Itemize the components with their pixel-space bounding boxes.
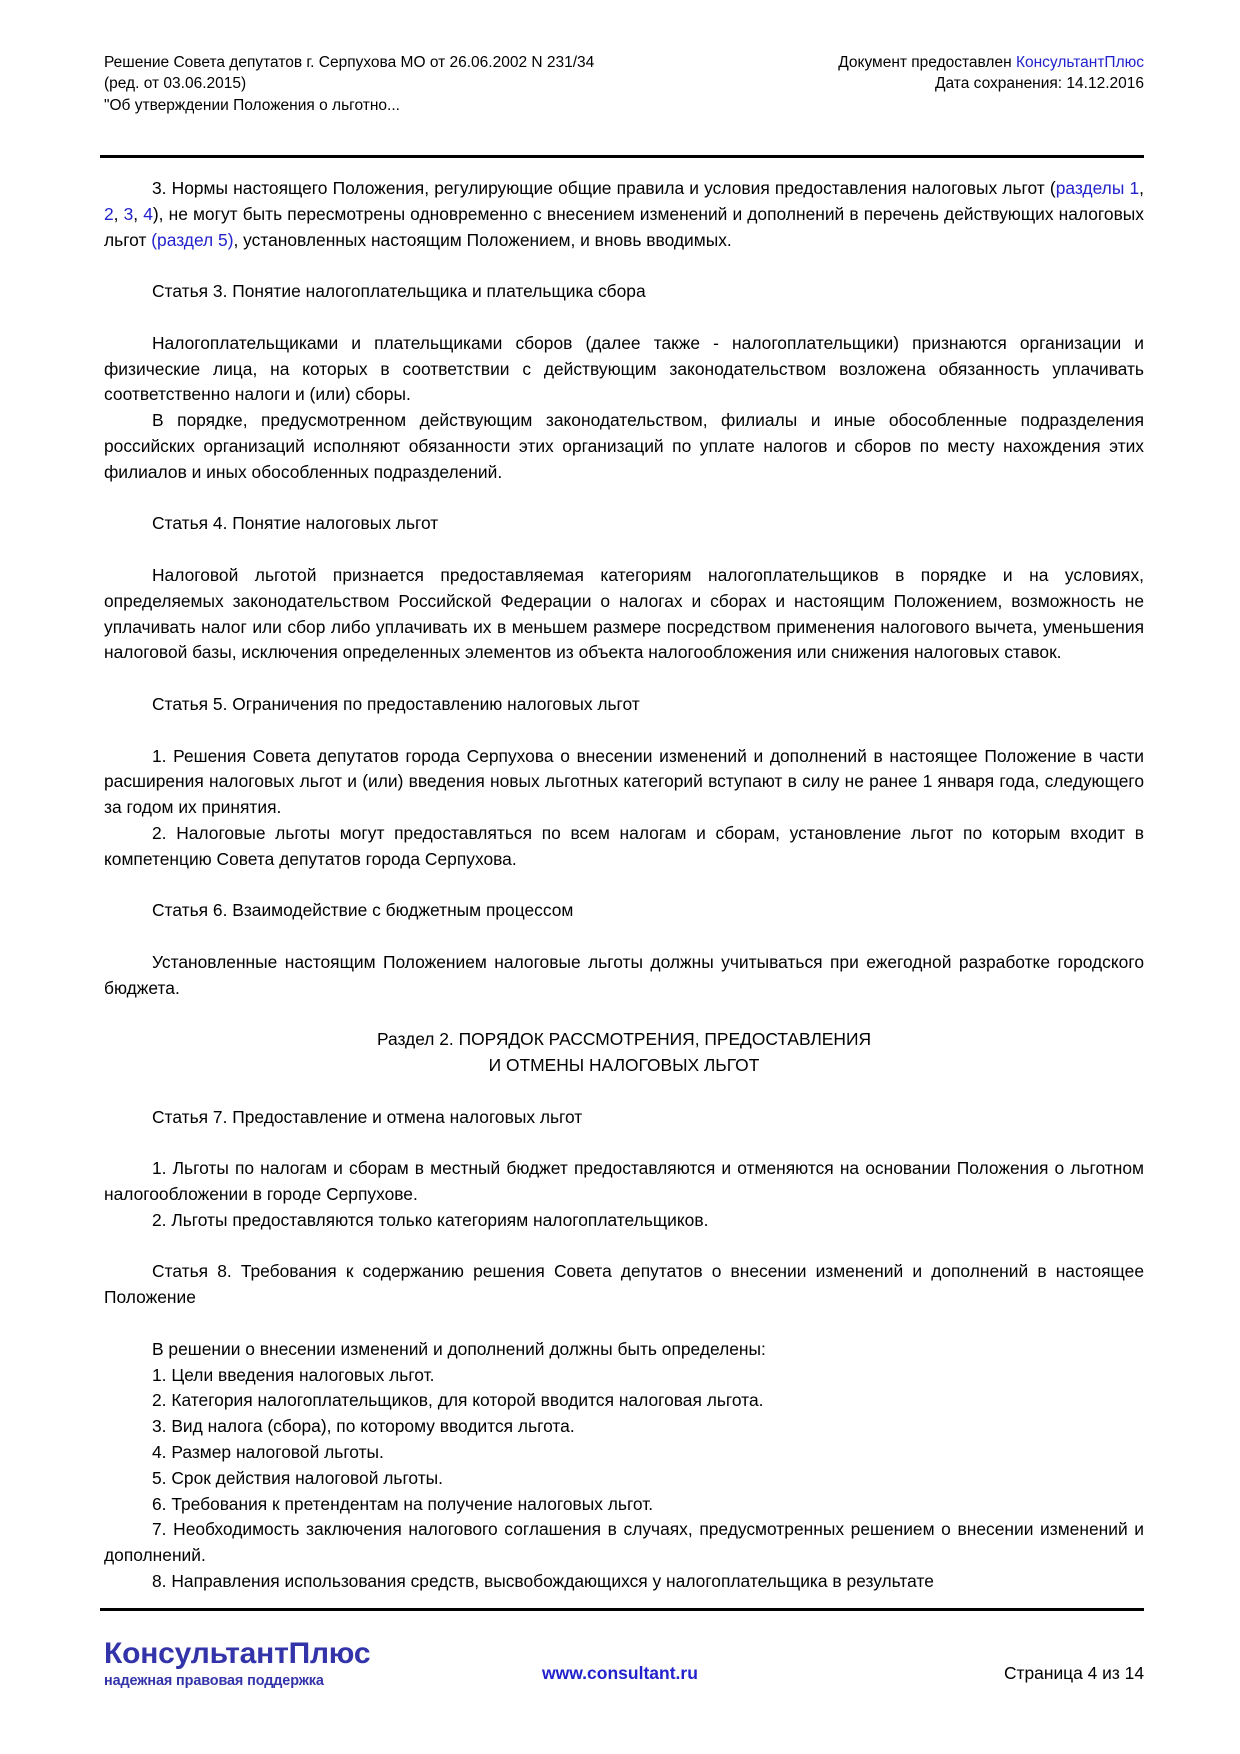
link-razdel-3[interactable]: 3 [123,203,134,224]
spacer [104,666,1144,692]
spacer [104,718,1144,744]
header-title-line-1: Решение Совета депутатов г. Серпухова МО от 26.06.2002 N 231/34 [104,54,595,71]
article-6-paragraph-1: Установленные настоящим Положением налоговые льготы должны учитываться при ежегодной разработке городского бюджета. [104,951,1144,998]
paragraph-3-text-part-2: ), не могут быть пересмотрены одновременно с внесением изменений и дополнений в перечень действующих налоговых льгот [104,203,1144,250]
link-razdel-2[interactable]: 2 [104,203,114,224]
article-8-list-item-1: 1. Цели введения налоговых льгот. [152,1364,435,1385]
article-4-heading: Статья 4. Понятие налоговых льгот [152,513,439,534]
article-5-heading: Статья 5. Ограничения по предоставлению налоговых льгот [152,693,640,714]
spacer [104,1311,1144,1337]
spacer [104,537,1144,563]
article-3-heading: Статья 3. Понятие налогоплательщика и плательщика сбора [152,281,646,302]
header-provider-prefix: Документ предоставлен [838,54,1016,71]
spacer [104,305,1144,331]
header-provider-line [838,52,1144,73]
spacer [104,1079,1144,1105]
link-razdel-4[interactable]: 4 [143,203,153,224]
article-8-intro: В решении о внесении изменений и дополнений должны быть определены: [152,1338,766,1359]
article-8-heading: Статья 8. Требования к содержанию решения Совета депутатов о внесении изменений и дополнений в настоящее Положение [104,1261,1144,1308]
header-save-date: Дата сохранения: 14.12.2016 [935,75,1144,93]
spacer [104,1234,1144,1260]
link-razdel-1[interactable]: 1 [1129,178,1140,198]
spacer [104,1002,1144,1028]
header-title-line-2: (ред. от 03.06.2015) [104,75,247,93]
article-8-list-item-6: 6. Требования к претендентам на получение налоговых льгот. [152,1493,654,1514]
article-4-paragraph-1: Налоговой льготой признается предоставляемая категориям налогоплательщиков в порядке и на условиях, определяемых законодательством Российской Федерации о налогах и сборах и настоящим Положением, возможность не уплачивать налог или сбор либо уплачивать их в меньшем размере посредством применения налогового вычета, уменьшения налоговой базы, исключения определенных элементов из объекта налогообложения или снижения налоговых ставок. [104,564,1144,663]
spacer [104,924,1144,950]
header-provider-info [838,52,1144,95]
link-razdely[interactable]: разделы [1055,178,1125,198]
page-header [104,52,1144,116]
article-8-list-item-7: 7. Необходимость заключения налогового соглашения в случаях, предусмотренных решением о внесении изменений и дополнений. [104,1519,1144,1566]
article-3-paragraph-1: Налогоплательщиками и плательщиками сборов (далее также - налогоплательщики) признаются организации и физические лица, на которых в соответствии с действующим законодательством возложена обязанность уплачивать соответственно налоги и (или) сборы. [104,332,1144,405]
consultant-website-link[interactable]: www.consultant.ru [542,1663,698,1683]
article-7-paragraph-2: 2. Льготы предоставляются только категориям налогоплательщиков. [152,1209,709,1230]
header-title-line-3: "Об утверждении Положения о льготно... [104,96,400,114]
article-5-paragraph-2: 2. Налоговые льготы могут предоставляться по всем налогам и сборам, установление льгот по которым входит в компетенцию Совета депутатов города Серпухова. [104,822,1144,869]
consultant-plus-logo [104,1638,370,1689]
article-3-paragraph-2: В порядке, предусмотренном действующим законодательством, филиалы и иные обособленные подразделения российских организаций исполняют обязанности этих организаций по уплате налогов и сборов по месту нахождения этих филиалов и иных обособленных подразделений. [104,410,1144,482]
spacer [104,253,1144,279]
section-2-heading-line-2: И ОТМЕНЫ НАЛОГОВЫХ ЛЬГОТ [488,1055,760,1076]
spacer [104,1130,1144,1156]
paragraph-3-text-part-3: , установленных настоящим Положением, и вновь вводимых. [233,229,732,250]
link-razdel-5[interactable]: (раздел 5) [151,229,234,250]
page-number-label: Страница 4 из 14 [1003,1663,1144,1683]
section-2-heading-line-1: Раздел 2. ПОРЯДОК РАССМОТРЕНИЯ, ПРЕДОСТАВЛЕНИЯ [376,1029,872,1050]
article-7-paragraph-1: 1. Льготы по налогам и сборам в местный бюджет предоставляются и отменяются на основании Положения о льготном налогообложении в городе Серпухове. [104,1158,1144,1205]
article-8-list-item-2: 2. Категория налогоплательщиков, для которой вводится налоговая льгота. [152,1390,764,1411]
header-divider-rule [100,155,1144,158]
article-8-list-item-4: 4. Размер налоговой льготы. [152,1442,384,1463]
footer-divider-rule [100,1608,1144,1611]
article-5-paragraph-1: 1. Решения Совета депутатов города Серпухова о внесении изменений и дополнений в настоящее Положение в части расширения налоговых льгот и (или) введения новых льготных категорий вступают в силу не ранее 1 января года, следующего за годом их принятия. [104,745,1144,818]
article-8-list-item-5: 5. Срок действия налоговой льготы. [152,1467,444,1488]
logo-wordmark: КонсультантПлюс [104,1637,371,1670]
consultant-plus-link[interactable]: КонсультантПлюс [1015,54,1144,71]
spacer [104,873,1144,899]
page-footer [104,1638,1144,1728]
paragraph-item-3: 3. Нормы настоящего Положения, регулирующие общие правила и условия предоставления налоговых льгот (разделы 1, 2, 3, 4), не могут быть пересмотрены одновременно с внесением изменений и дополнений в перечень действующих налоговых льгот (раздел 5), установленных настоящим Положением, и вновь вводимых. [104,178,1144,250]
document-body [104,176,1144,1595]
article-8-list-item-3: 3. Вид налога (сбора), по которому вводится льгота. [152,1416,575,1437]
spacer [104,486,1144,512]
article-8-list-item-8: 8. Направления использования средств, высвобождающихся у налогоплательщика в результате [152,1571,934,1592]
logo-tagline: надежная правовая поддержка [104,1672,324,1689]
paragraph-3-text-part-1: 3. Нормы настоящего Положения, регулирующие общие правила и условия предоставления налоговых льгот ( [152,178,1056,198]
article-7-heading: Статья 7. Предоставление и отмена налоговых льгот [152,1106,583,1127]
article-6-heading: Статья 6. Взаимодействие с бюджетным процессом [152,900,574,921]
header-document-title [104,52,594,116]
